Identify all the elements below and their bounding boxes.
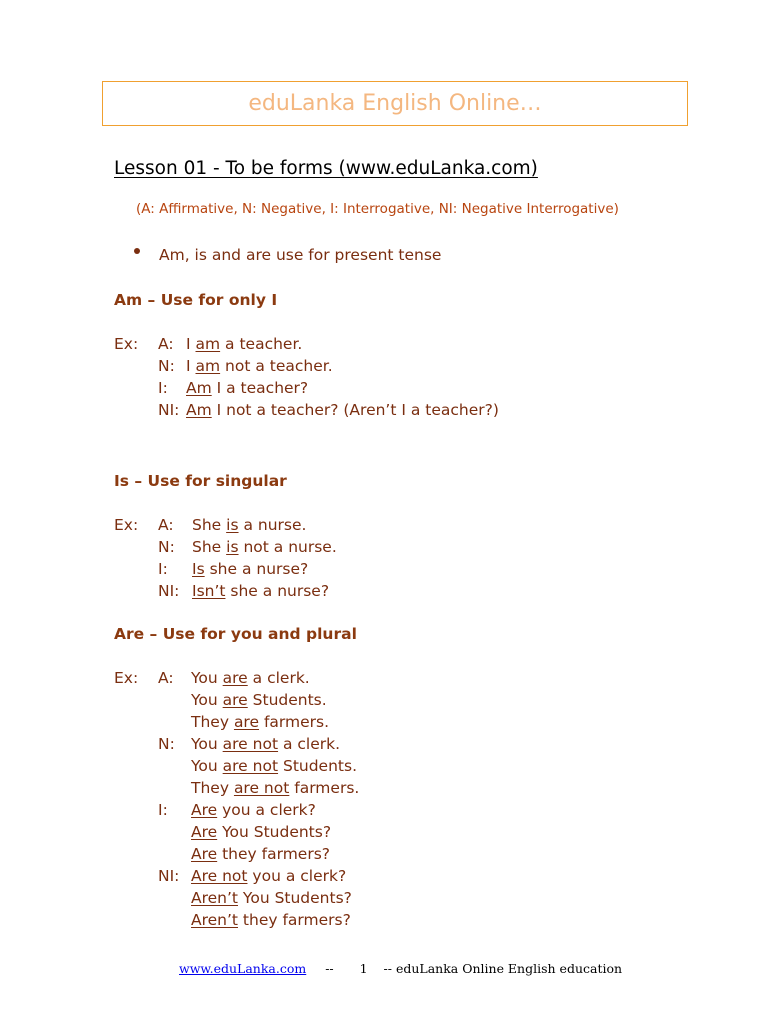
verb-form: are — [233, 713, 260, 731]
banner-title: eduLanka English Online… — [248, 90, 542, 116]
sentence-prefix: You — [191, 691, 223, 709]
sentence-prefix: I — [186, 335, 196, 353]
verb-form: Are — [191, 823, 218, 841]
form-tag: A: — [158, 516, 174, 534]
footer-link[interactable]: www.eduLanka.com — [179, 961, 307, 976]
verb-form: are not — [222, 757, 279, 775]
bullet-icon — [134, 248, 140, 254]
form-tag: A: — [158, 669, 174, 687]
example-sentence — [192, 514, 306, 536]
sentence-prefix: They — [191, 779, 234, 797]
verb-form: are not — [233, 779, 290, 797]
banner — [102, 81, 688, 126]
sentence-suffix: Students. — [278, 757, 357, 775]
section-heading-are: Are – Use for you and plural — [114, 625, 357, 643]
section-heading-am: Am – Use for only I — [114, 291, 278, 309]
verb-form: Are not — [191, 867, 248, 885]
example-sentence — [191, 799, 316, 821]
sentence-suffix: she a nurse? — [225, 582, 330, 600]
sentence-prefix: I — [186, 357, 196, 375]
verb-form: Aren’t — [191, 889, 238, 907]
page-title: Lesson 01 - To be forms (www.eduLanka.com) — [114, 158, 538, 179]
form-tag: NI: — [158, 582, 180, 600]
footer-page-number: 1 — [359, 961, 368, 976]
verb-form: am — [195, 357, 221, 375]
sentence-prefix: You — [191, 757, 223, 775]
example-sentence — [191, 689, 327, 711]
verb-form: Am — [186, 379, 212, 397]
example-sentence — [192, 558, 308, 580]
form-tag: I: — [158, 801, 168, 819]
form-tag: NI: — [158, 401, 180, 419]
abbreviation-legend: (A: Affirmative, N: Negative, I: Interrogative, NI: Negative Interrogative) — [136, 201, 619, 217]
example-label: Ex: — [114, 335, 139, 353]
sentence-suffix: You Students? — [217, 823, 332, 841]
verb-form: Are — [191, 845, 218, 863]
example-sentence — [191, 865, 346, 887]
form-tag: N: — [158, 735, 175, 753]
verb-form: are — [222, 691, 248, 709]
sentence-suffix: they farmers? — [238, 911, 351, 929]
example-label: Ex: — [114, 516, 139, 534]
example-sentence — [186, 355, 333, 377]
verb-form: Aren’t — [191, 911, 238, 929]
verb-form: Is — [192, 560, 205, 578]
example-sentence — [191, 755, 357, 777]
sentence-suffix: I a teacher? — [211, 379, 309, 397]
verb-form: is — [226, 538, 239, 556]
sentence-suffix: farmers. — [289, 779, 360, 797]
sentence-suffix: a clerk. — [278, 735, 341, 753]
sentence-prefix: You — [191, 735, 223, 753]
example-sentence — [191, 777, 359, 799]
verb-form: is — [226, 516, 239, 534]
sentence-suffix: you a clerk? — [217, 801, 316, 819]
verb-form: Are — [191, 801, 218, 819]
sentence-suffix: farmers. — [259, 713, 330, 731]
example-sentence — [186, 333, 302, 355]
sentence-suffix: not a nurse. — [238, 538, 337, 556]
sentence-suffix: a nurse. — [238, 516, 307, 534]
example-sentence — [191, 667, 310, 689]
sentence-suffix: you a clerk? — [247, 867, 347, 885]
example-sentence — [191, 711, 329, 733]
example-label: Ex: — [114, 669, 139, 687]
verb-form: are not — [222, 735, 279, 753]
sentence-suffix: a teacher. — [220, 335, 303, 353]
example-sentence — [191, 821, 331, 843]
footer-text: -- eduLanka Online English education — [383, 961, 623, 976]
example-sentence — [191, 843, 330, 865]
sentence-prefix: She — [192, 516, 227, 534]
form-tag: I: — [158, 560, 168, 578]
verb-form: am — [195, 335, 221, 353]
sentence-suffix: they farmers? — [217, 845, 331, 863]
sentence-prefix: She — [192, 538, 227, 556]
verb-form: Am — [186, 401, 212, 419]
verb-form: Isn’t — [192, 582, 226, 600]
footer-separator: -- — [325, 961, 334, 976]
section-heading-is: Is – Use for singular — [114, 472, 287, 490]
sentence-suffix: I not a teacher? (Aren’t I a teacher?) — [211, 401, 499, 419]
example-sentence — [192, 536, 337, 558]
verb-form: are — [222, 669, 248, 687]
sentence-prefix: They — [191, 713, 234, 731]
sentence-suffix: she a nurse? — [204, 560, 309, 578]
example-sentence — [186, 399, 499, 421]
example-sentence — [191, 909, 351, 931]
sentence-suffix: You Students? — [238, 889, 352, 907]
form-tag: I: — [158, 379, 168, 397]
example-sentence — [192, 580, 329, 602]
footer — [179, 960, 622, 978]
sentence-prefix: You — [191, 669, 223, 687]
form-tag: A: — [158, 335, 174, 353]
bullet-text: Am, is and are use for present tense — [159, 246, 442, 264]
sentence-suffix: not a teacher. — [220, 357, 333, 375]
example-sentence — [191, 887, 352, 909]
example-sentence — [186, 377, 308, 399]
form-tag: NI: — [158, 867, 180, 885]
example-sentence — [191, 733, 340, 755]
sentence-suffix: Students. — [247, 691, 327, 709]
form-tag: N: — [158, 538, 175, 556]
sentence-suffix: a clerk. — [247, 669, 310, 687]
form-tag: N: — [158, 357, 175, 375]
